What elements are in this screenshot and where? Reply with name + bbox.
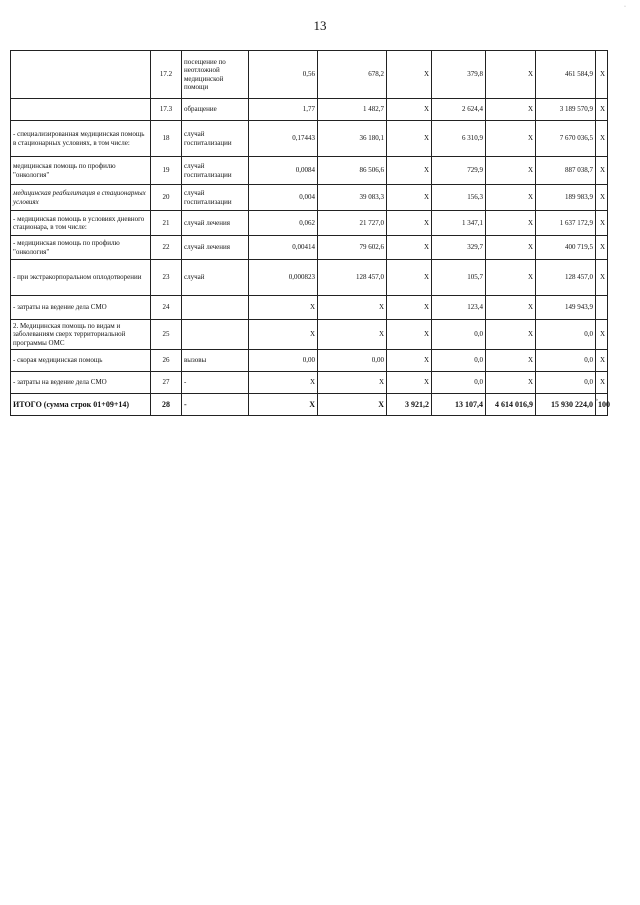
cell-per-capita: 379,8 [432, 51, 486, 99]
cell-norm-volume: 0,062 [249, 211, 318, 236]
table-row [11, 211, 608, 236]
row-line-number: 24 [151, 296, 182, 320]
cell-norm-volume: 0,56 [249, 51, 318, 99]
row-line-number: 18 [151, 121, 182, 157]
row-line-number: 17.2 [151, 51, 182, 99]
row-label: - при экстракорпоральном оплодотворении [11, 260, 151, 296]
cell-per-capita: 1 347,1 [432, 211, 486, 236]
cell-norm-cost: X [318, 296, 387, 320]
table-row [11, 236, 608, 260]
row-unit: случай лечения [182, 236, 249, 260]
row-unit [182, 296, 249, 320]
cell-norm-cost: 21 727,0 [318, 211, 387, 236]
row-unit: случай лечения [182, 211, 249, 236]
cell-total-cost: 0,0 [536, 320, 596, 350]
cell-norm-volume: 0,00 [249, 350, 318, 372]
cell-norm-volume: 1,77 [249, 99, 318, 121]
row-unit: случай [182, 260, 249, 296]
cell-total-cost: 1 637 172,9 [536, 211, 596, 236]
cell-total-cost: 128 457,0 [536, 260, 596, 296]
cell-col-7: X [596, 320, 608, 350]
row-label: - затраты на ведение дела СМО [11, 296, 151, 320]
row-unit: - [182, 372, 249, 394]
table-row [11, 51, 608, 99]
row-label [11, 99, 151, 121]
row-label: - медицинская помощь в условиях дневного стационара, в том числе: [11, 211, 151, 236]
cell-col-5: X [486, 296, 536, 320]
cell-total-cost: 887 038,7 [536, 157, 596, 185]
row-unit: вызовы [182, 350, 249, 372]
cell-total-cost: 0,0 [536, 350, 596, 372]
row-unit [182, 320, 249, 350]
cell-col-5: X [486, 121, 536, 157]
cell-norm-volume: X [249, 320, 318, 350]
cell-col-7: X [596, 211, 608, 236]
cell-col-3: X [387, 157, 432, 185]
cell-col-3: X [387, 121, 432, 157]
cell-norm-cost: 0,00 [318, 350, 387, 372]
row-unit: случай госпитализации [182, 157, 249, 185]
row-line-number: 19 [151, 157, 182, 185]
cell-col-7: 100 [596, 394, 608, 416]
cell-col-5: X [486, 350, 536, 372]
cell-norm-volume: 0,000823 [249, 260, 318, 296]
cell-norm-cost: X [318, 320, 387, 350]
cell-col-3: 3 921,2 [387, 394, 432, 416]
cell-total-cost: 400 719,5 [536, 236, 596, 260]
cell-per-capita: 105,7 [432, 260, 486, 296]
table-row [11, 260, 608, 296]
cell-norm-cost: X [318, 372, 387, 394]
cell-col-5: X [486, 51, 536, 99]
row-line-number: 23 [151, 260, 182, 296]
cell-col-3: X [387, 320, 432, 350]
cell-total-cost: 149 943,9 [536, 296, 596, 320]
cell-norm-cost: X [318, 394, 387, 416]
row-label: медицинская помощь по профилю "онкология" [11, 157, 151, 185]
table-row [11, 185, 608, 211]
cell-col-5: X [486, 260, 536, 296]
row-line-number: 25 [151, 320, 182, 350]
cell-total-cost: 7 670 036,5 [536, 121, 596, 157]
table-row [11, 372, 608, 394]
table-body [11, 51, 608, 416]
cell-col-7: X [596, 236, 608, 260]
cell-col-7: X [596, 350, 608, 372]
total-row [11, 394, 608, 416]
row-unit: - [182, 394, 249, 416]
cell-col-3: X [387, 236, 432, 260]
row-line-number: 21 [151, 211, 182, 236]
cell-norm-cost: 678,2 [318, 51, 387, 99]
table-row [11, 320, 608, 350]
cell-norm-cost: 86 506,6 [318, 157, 387, 185]
cell-total-cost: 189 983,9 [536, 185, 596, 211]
cell-col-7 [596, 296, 608, 320]
cell-col-7: X [596, 99, 608, 121]
cell-total-cost: 15 930 224,0 [536, 394, 596, 416]
table-row [11, 296, 608, 320]
row-line-number: 27 [151, 372, 182, 394]
table-row [11, 99, 608, 121]
row-label: - специализированная медицинская помощь в стационарных условиях, в том числе: [11, 121, 151, 157]
table-row [11, 350, 608, 372]
row-label [11, 51, 151, 99]
row-label: - скорая медицинская помощь [11, 350, 151, 372]
cell-col-3: X [387, 350, 432, 372]
row-label: - медицинская помощь по профилю "онкология" [11, 236, 151, 260]
row-line-number: 20 [151, 185, 182, 211]
row-unit: обращение [182, 99, 249, 121]
row-line-number: 26 [151, 350, 182, 372]
cell-total-cost: 0,0 [536, 372, 596, 394]
cell-norm-volume: 0,004 [249, 185, 318, 211]
cell-col-5: X [486, 211, 536, 236]
cell-col-7: X [596, 185, 608, 211]
row-unit: посещение по неотложной медицинской помощи [182, 51, 249, 99]
cell-col-7: X [596, 121, 608, 157]
cell-norm-cost: 1 482,7 [318, 99, 387, 121]
cell-per-capita: 729,9 [432, 157, 486, 185]
cell-col-5: X [486, 320, 536, 350]
cell-per-capita: 156,3 [432, 185, 486, 211]
cell-norm-volume: 0,17443 [249, 121, 318, 157]
cell-per-capita: 0,0 [432, 350, 486, 372]
cell-total-cost: 461 584,9 [536, 51, 596, 99]
cell-col-3: X [387, 372, 432, 394]
table-row [11, 157, 608, 185]
cell-col-5: X [486, 185, 536, 211]
row-unit: случай госпитализации [182, 121, 249, 157]
row-line-number: 17.3 [151, 99, 182, 121]
cell-per-capita: 13 107,4 [432, 394, 486, 416]
cell-per-capita: 2 624,4 [432, 99, 486, 121]
row-label: медицинская реабилитация в стационарных условиях [11, 185, 151, 211]
cell-col-3: X [387, 260, 432, 296]
row-line-number: 28 [151, 394, 182, 416]
cell-col-7: X [596, 51, 608, 99]
row-line-number: 22 [151, 236, 182, 260]
cell-col-3: X [387, 211, 432, 236]
cell-norm-volume: 0,00414 [249, 236, 318, 260]
corner-mark: · [624, 4, 626, 10]
cell-col-5: X [486, 157, 536, 185]
cell-col-5: X [486, 99, 536, 121]
cell-per-capita: 123,4 [432, 296, 486, 320]
cell-col-3: X [387, 296, 432, 320]
cell-col-5: X [486, 372, 536, 394]
cell-per-capita: 6 310,9 [432, 121, 486, 157]
cell-col-7: X [596, 260, 608, 296]
cell-norm-cost: 128 457,0 [318, 260, 387, 296]
cell-per-capita: 0,0 [432, 372, 486, 394]
cell-norm-volume: 0,0084 [249, 157, 318, 185]
cell-col-5: X [486, 236, 536, 260]
row-unit: случай госпитализации [182, 185, 249, 211]
cell-col-3: X [387, 99, 432, 121]
table-row [11, 121, 608, 157]
cell-norm-volume: X [249, 296, 318, 320]
cell-norm-volume: X [249, 394, 318, 416]
cell-norm-cost: 79 602,6 [318, 236, 387, 260]
cell-col-3: X [387, 185, 432, 211]
cell-norm-cost: 36 180,1 [318, 121, 387, 157]
cell-per-capita: 0,0 [432, 320, 486, 350]
row-label: ИТОГО (сумма строк 01+09+14) [11, 394, 151, 416]
cell-total-cost: 3 189 570,9 [536, 99, 596, 121]
row-label: - затраты на ведение дела СМО [11, 372, 151, 394]
cell-col-3: X [387, 51, 432, 99]
cell-col-5: 4 614 016,9 [486, 394, 536, 416]
cell-norm-volume: X [249, 372, 318, 394]
cell-col-7: X [596, 372, 608, 394]
page-number: 13 [313, 18, 327, 33]
cell-per-capita: 329,7 [432, 236, 486, 260]
cell-col-7: X [596, 157, 608, 185]
budget-table [10, 50, 608, 416]
footer-mark: » [595, 397, 598, 403]
row-label: 2. Медицинская помощь по видам и заболеваниям сверх территориальной программы ОМС [11, 320, 151, 350]
cell-norm-cost: 39 083,3 [318, 185, 387, 211]
